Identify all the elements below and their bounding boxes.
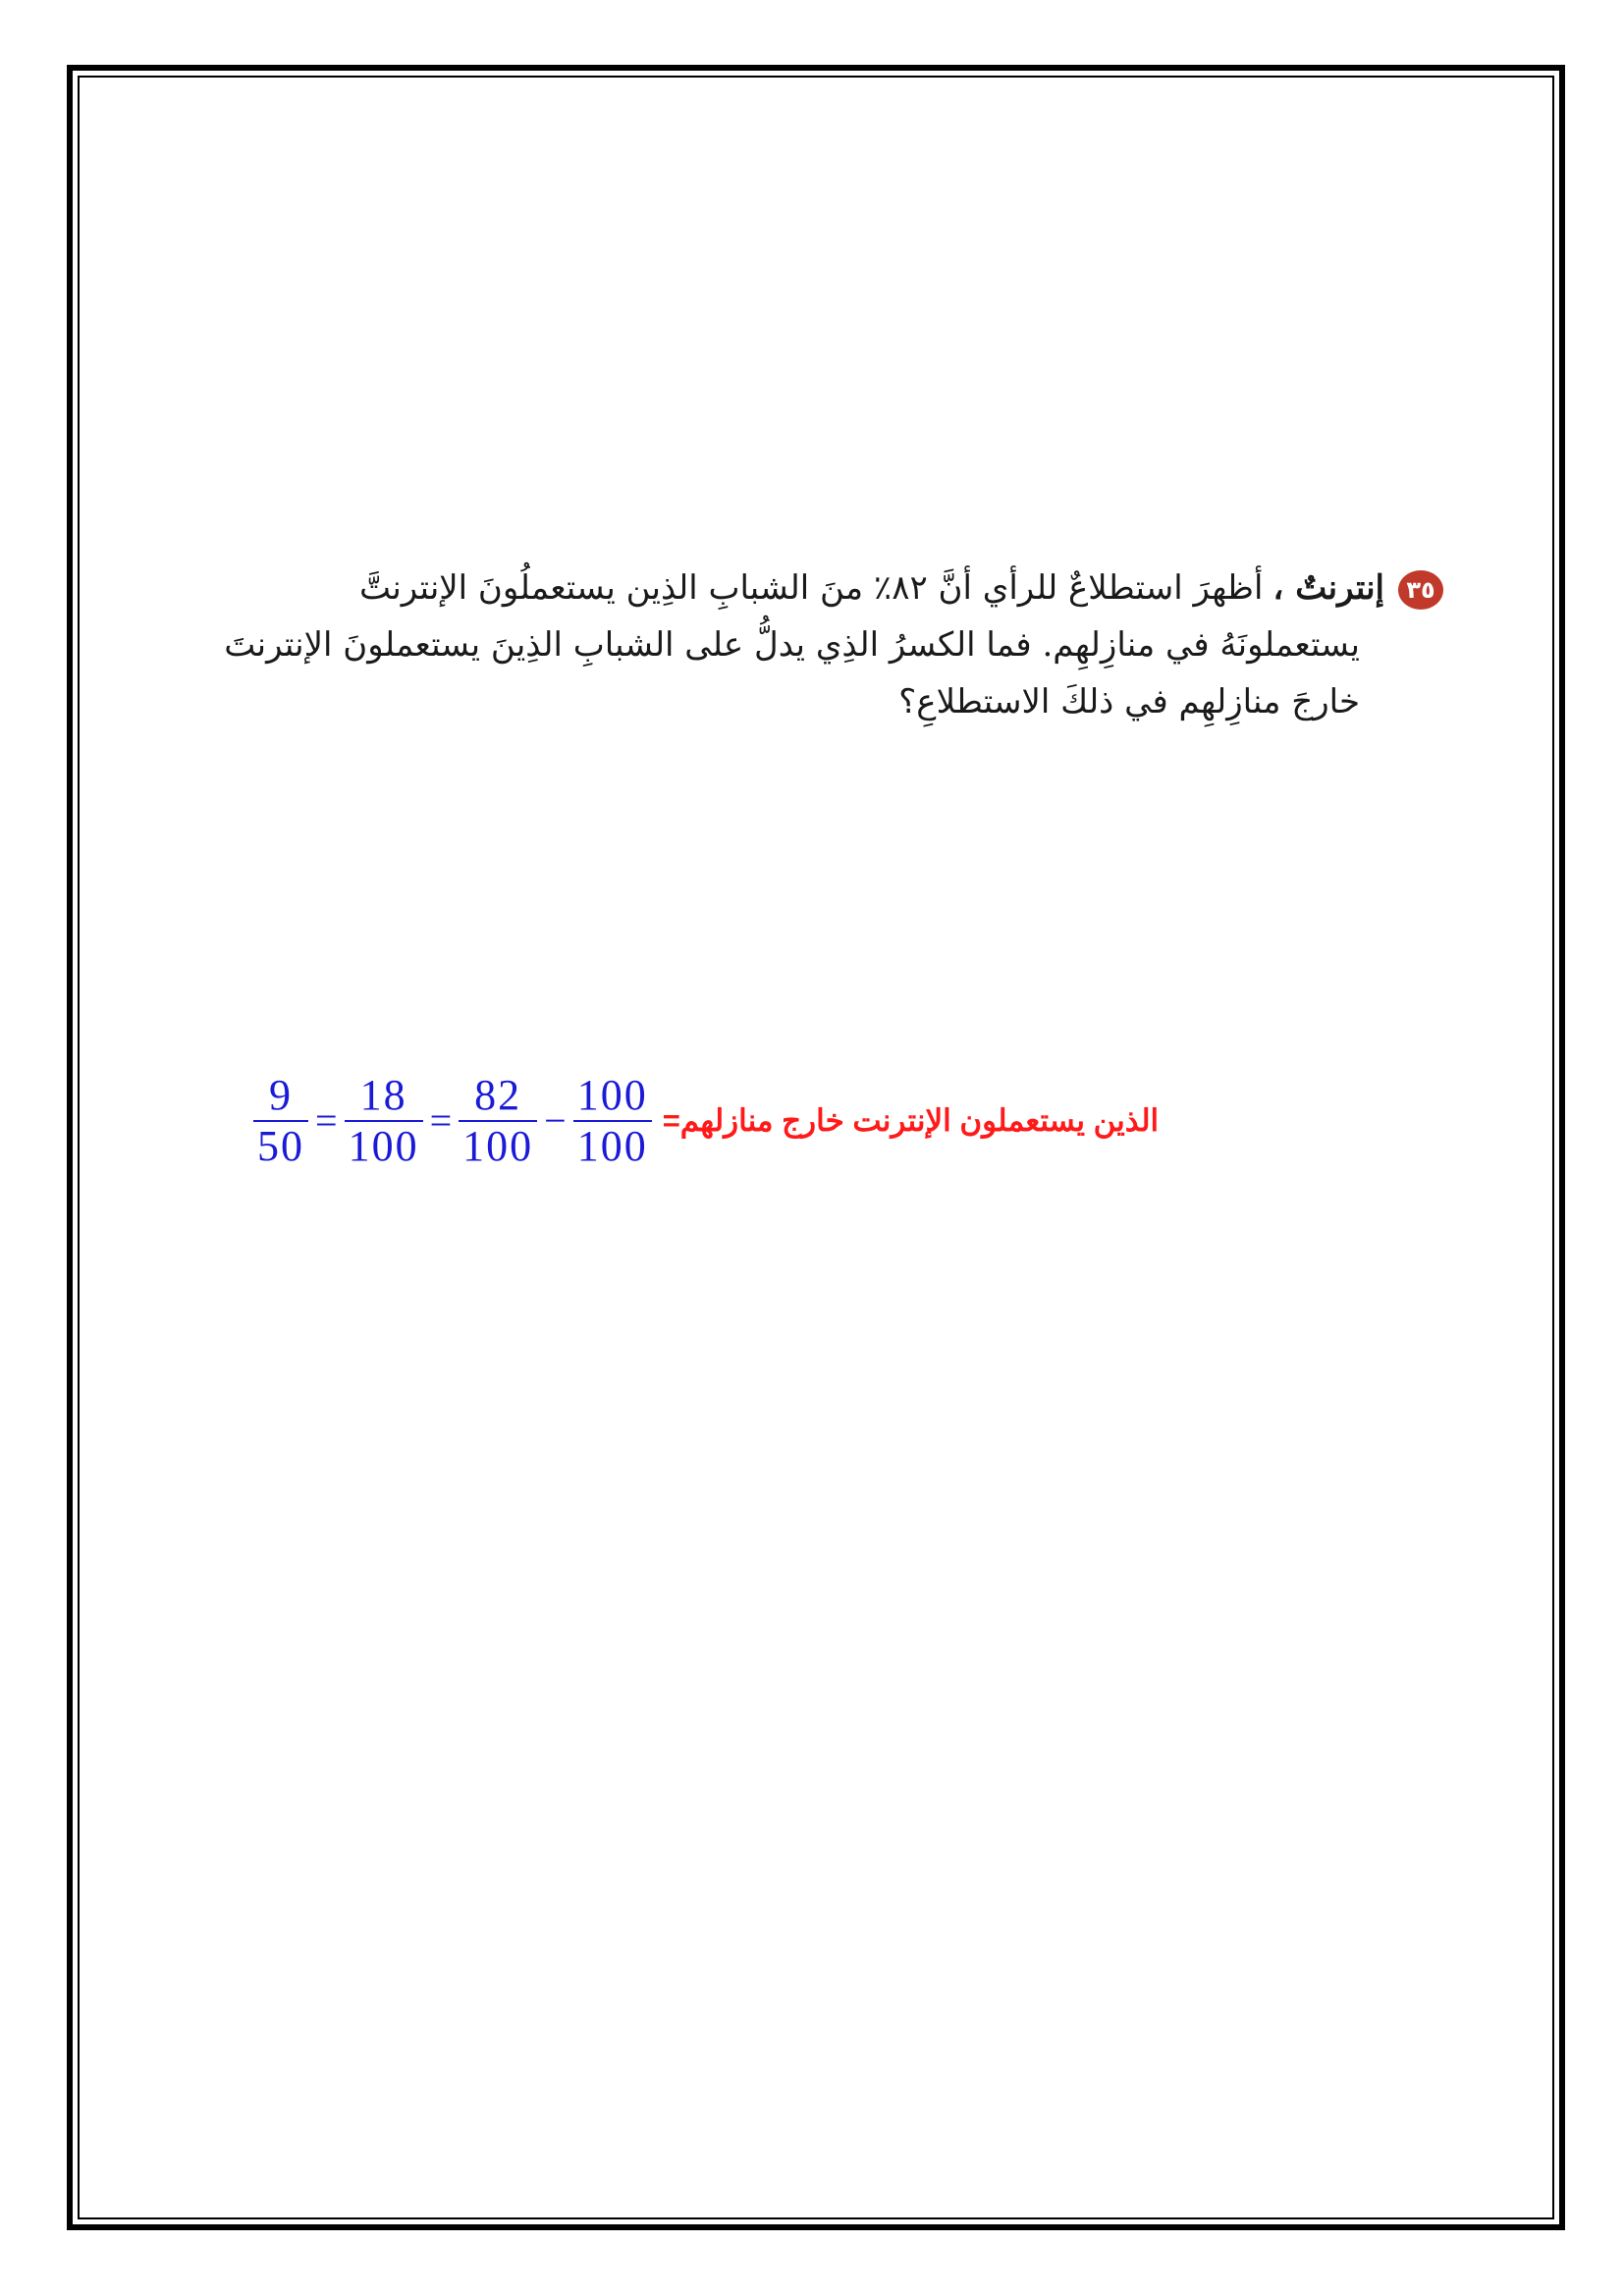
fraction-numerator: 100 xyxy=(576,1071,648,1119)
fraction-numerator: 82 xyxy=(474,1071,522,1119)
fraction-denominator: 100 xyxy=(576,1122,648,1170)
answer-equation xyxy=(250,1062,1159,1180)
problem-number-badge: ٣٥ xyxy=(1398,570,1443,610)
fraction-math xyxy=(250,1071,655,1171)
fraction-denominator: 50 xyxy=(257,1122,304,1170)
equals-sign: = xyxy=(429,1098,453,1143)
fraction-numerator: 9 xyxy=(269,1071,293,1119)
problem-text xyxy=(147,560,1443,730)
minus-sign: − xyxy=(544,1098,567,1143)
fraction-denominator: 100 xyxy=(348,1122,419,1170)
fraction-denominator: 100 xyxy=(462,1122,534,1170)
fraction-9-50 xyxy=(253,1071,308,1171)
fraction-82-100 xyxy=(459,1071,537,1171)
fraction-18-100 xyxy=(345,1071,423,1171)
problem-line-3: خارجَ منازِلهِم في ذلكَ الاستطلاعِ؟ xyxy=(898,682,1360,721)
equals-sign: = xyxy=(315,1098,338,1143)
problem-line-2: يستعملونَهُ في منازِلهِم. فما الكسرُ الذِي يدلُّ على الشبابِ الذِينَ يستعملونَ الإنترنتَ xyxy=(224,625,1360,665)
fraction-100-100 xyxy=(573,1071,652,1171)
problem-line-1 xyxy=(147,560,1443,616)
problem-line-1-text: أظهرَ استطلاعٌ للرأي أنَّ ٨٢٪ منَ الشبابِ الذِين يستعملُونَ الإنترنتَّ xyxy=(358,568,1264,608)
problem-title: إنترنتٌ ، xyxy=(1272,568,1384,608)
answer-label: الذين يستعملون الإنترنت خارج منازلهم= xyxy=(662,1103,1160,1138)
fraction-numerator: 18 xyxy=(359,1071,407,1119)
